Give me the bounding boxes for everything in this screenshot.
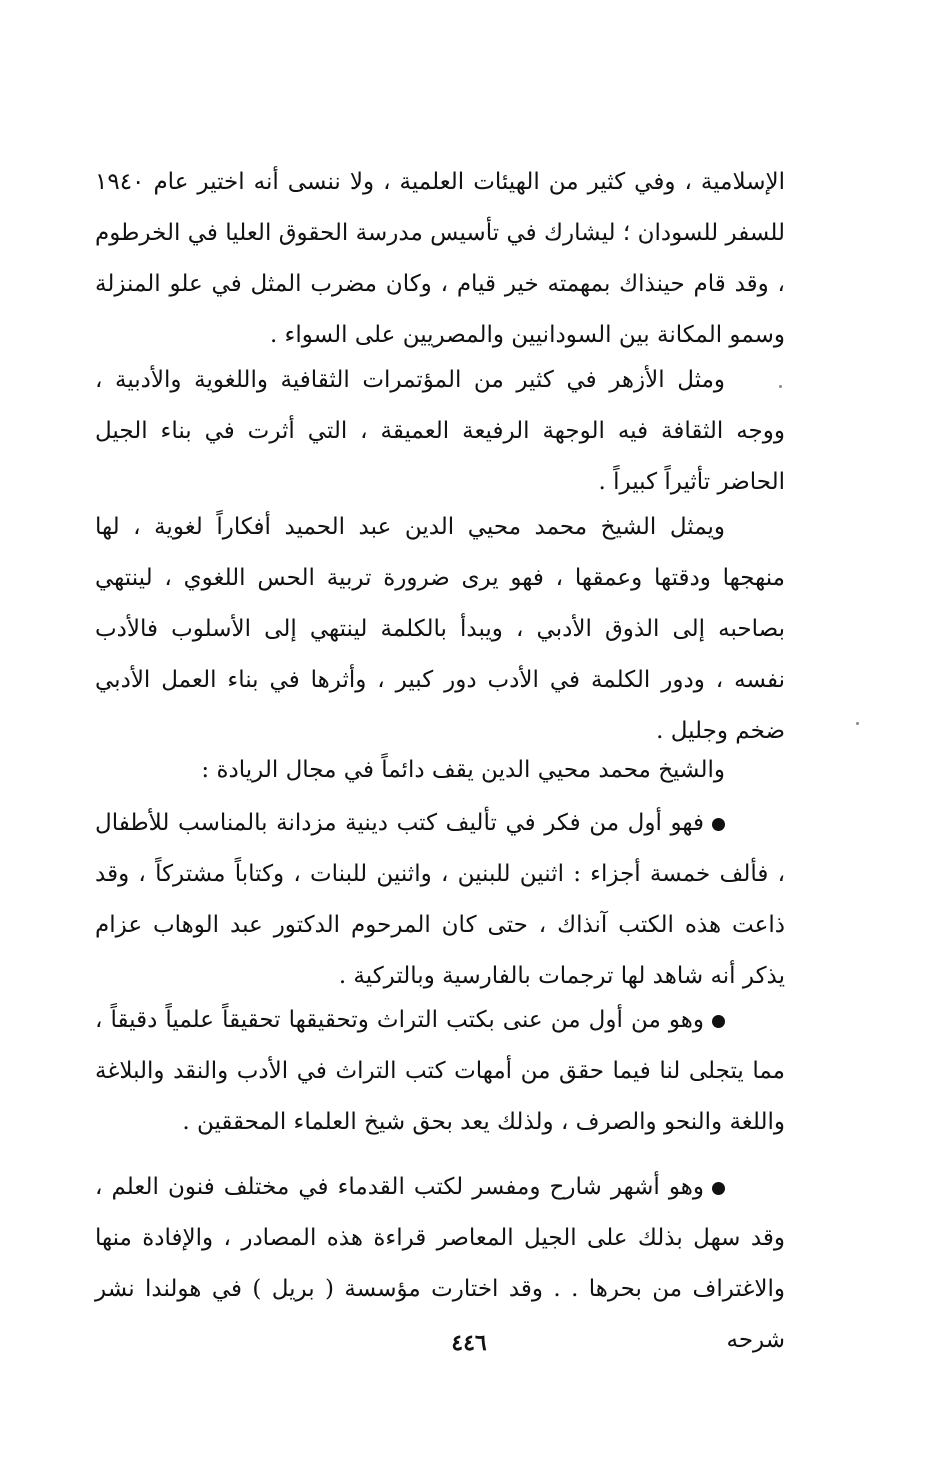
paragraph-azhar-conferences: ومثل الأزهر في كثير من المؤتمرات الثقافية واللغوية والأدبية ، ووجه الثقافة فيه الوجهة الرفيعة العميقة ، التي أثرت في بناء الجيل الحاضر تأثيراً كبيراً . xyxy=(95,367,785,495)
bullet-icon xyxy=(712,1182,725,1195)
text-block xyxy=(95,157,785,361)
bullet-text: وهو أشهر شارح ومفسر لكتب القدماء في مختلف فنون العلم ، وقد سهل بذلك على الجيل المعاصر قراءة هذه المصادر ، والإفادة منها والاغتراف من بحرها . . وقد اختارت مؤسسة ( بريل ) في هولندا نشر شرحه xyxy=(95,1174,785,1353)
bullet-text: فهو أول من فكر في تأليف كتب دينية مزدانة بالمناسب للأطفال ، فألف خمسة أجزاء : اثنين للبنين ، واثنين للبنات ، وكتاباً مشتركاً ، وقد ذاعت هذه الكتب آنذاك ، حتى كان المرحوم الدكتور عبد الوهاب عزام يذكر أنه شاهد لها ترجمات بالفارسية وبالتركية . xyxy=(95,810,785,989)
paragraph-sudan-mission: الإسلامية ، وفي كثير من الهيئات العلمية ، ولا ننسى أنه اختير عام ١٩٤٠ للسفر للسودان ؛ ليشارك في تأسيس مدرسة الحقوق العليا في الخرطوم ، وقد قام حينذاك بمهمته خير قيام ، وكان مضرب المثل في علو المنزلة وسمو المكانة بين السودانيين والمصريين على السواء . xyxy=(95,169,785,348)
text-block xyxy=(95,798,785,1002)
text-block xyxy=(95,355,785,508)
text-block xyxy=(95,502,785,757)
text-block xyxy=(95,745,785,796)
bullet-item-children-books xyxy=(95,798,785,1002)
scan-speck xyxy=(856,722,859,725)
text-block xyxy=(95,995,785,1148)
bullet-text: وهو من أول من عنى بكتب التراث وتحقيقها تحقيقاً علمياً دقيقاً ، مما يتجلى لنا فيما حقق من أمهات كتب التراث في الأدب والنقد والبلاغة واللغة والنحو والصرف ، ولذلك يعد بحق شيخ العلماء المحققين . xyxy=(95,1007,785,1135)
paragraph-pioneering-intro: والشيخ محمد محيي الدين يقف دائماً في مجال الريادة : xyxy=(201,757,725,783)
paragraph-linguistic-ideas: ويمثل الشيخ محمد محيي الدين عبد الحميد أفكاراً لغوية ، لها منهجها ودقتها وعمقها ، فهو يرى ضرورة تربية الحس اللغوي ، لينتهي بصاحبه إلى الذوق الأدبي ، ويبدأ بالكلمة لينتهي إلى الأسلوب فالأدب نفسه ، ودور الكلمة في الأدب دور كبير ، وأثرها في بناء العمل الأدبي ضخم وجليل . xyxy=(95,514,785,744)
bullet-item-heritage-editing xyxy=(95,995,785,1148)
bullet-icon xyxy=(712,1015,725,1028)
bullet-icon xyxy=(712,818,725,831)
page-number: ٤٤٦ xyxy=(451,1330,487,1356)
scan-speck xyxy=(779,385,782,388)
